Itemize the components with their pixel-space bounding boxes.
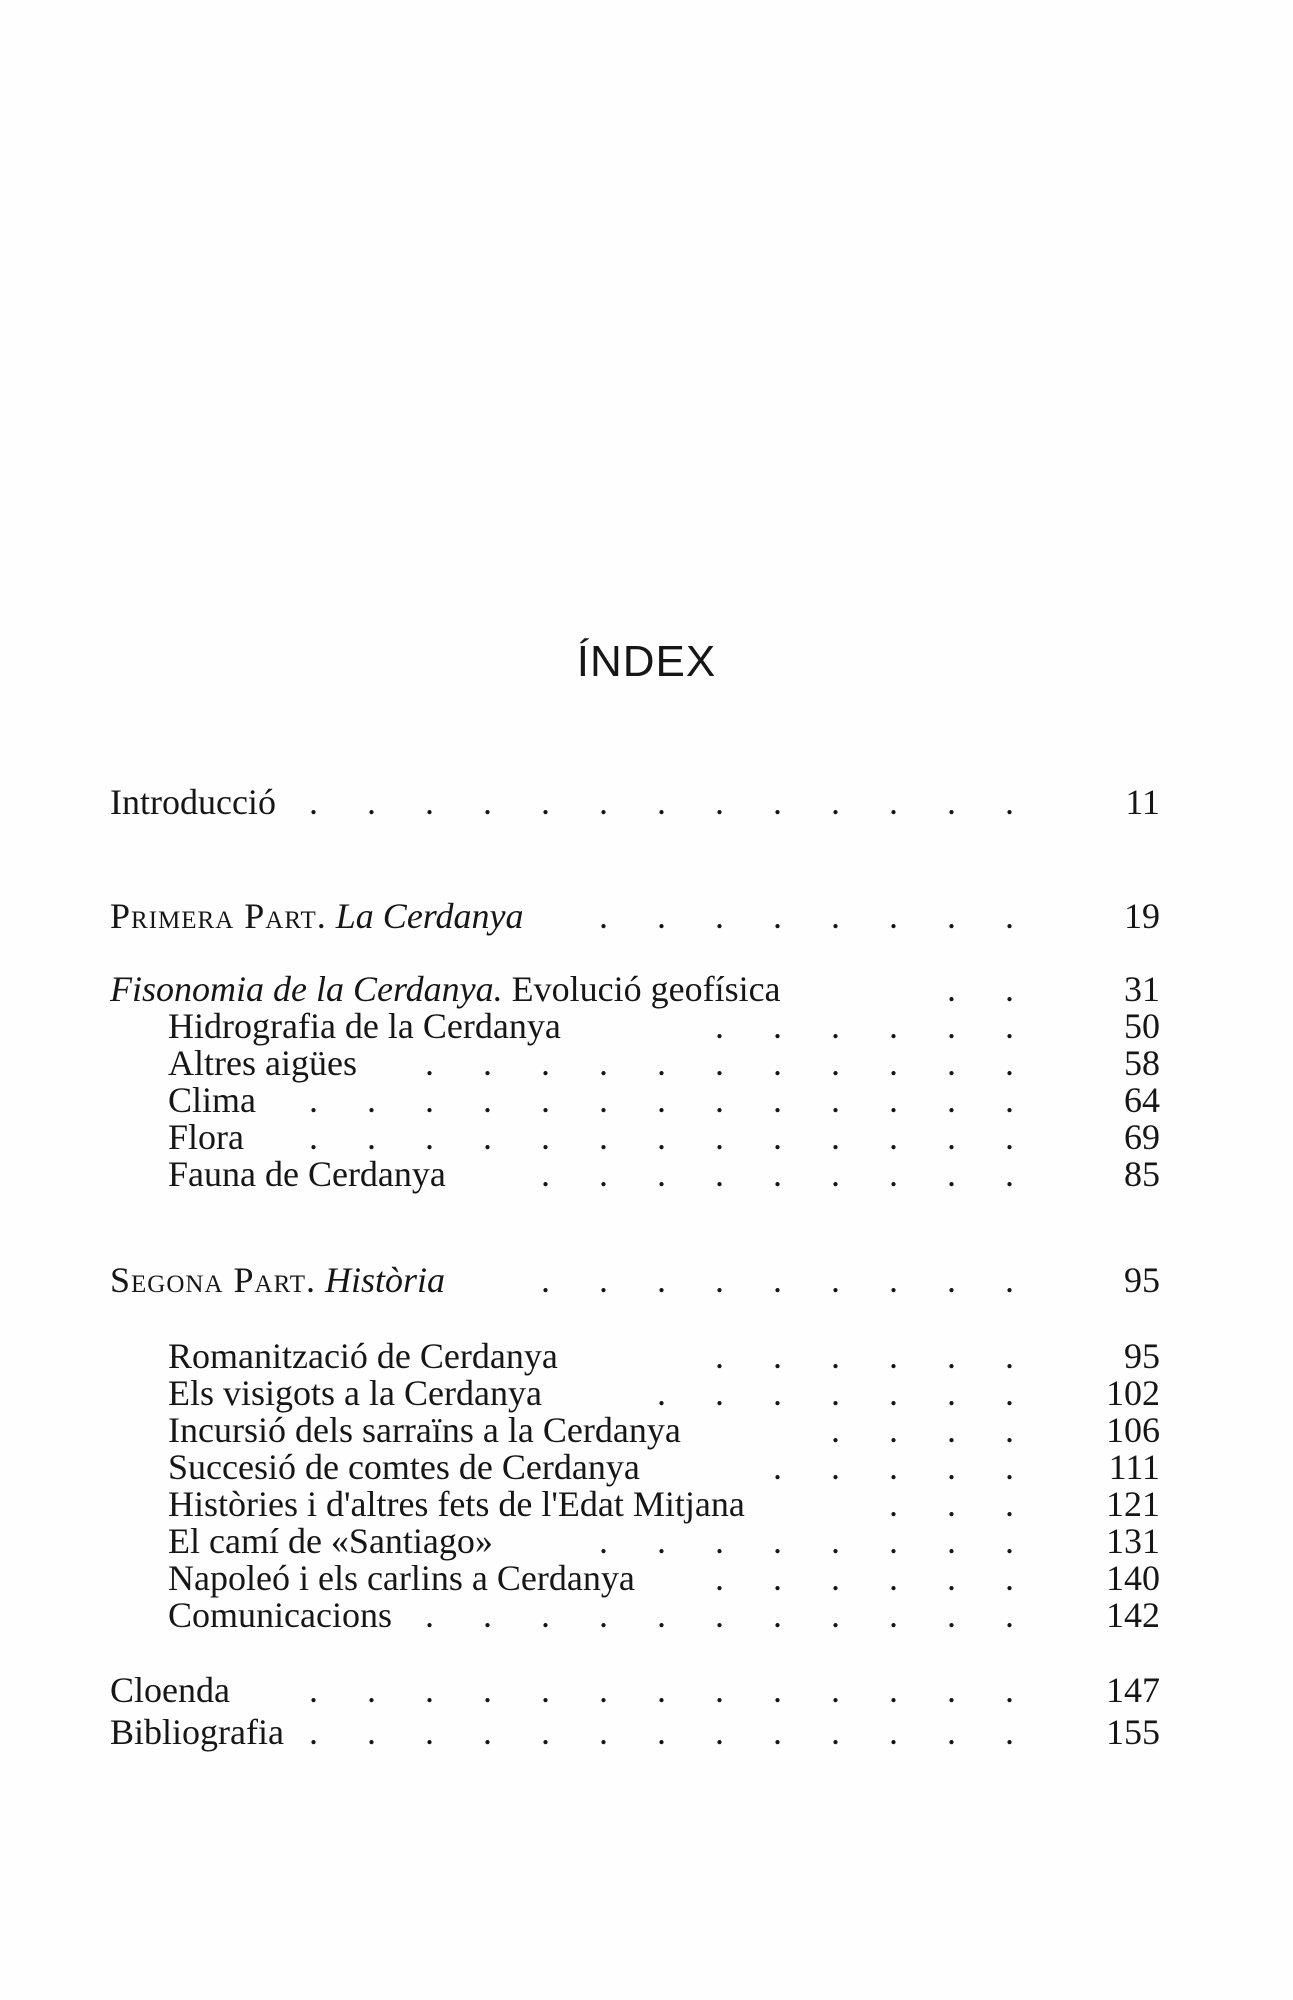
page-number: 58 bbox=[1124, 1043, 1160, 1083]
toc-label: Històries i d'altres fets de l'Edat Mitjana bbox=[168, 1484, 745, 1524]
toc-entry-cloenda[interactable] bbox=[110, 1670, 1160, 1710]
toc-entry-fauna[interactable] bbox=[110, 1154, 1160, 1194]
toc-entry-cami-santiago[interactable] bbox=[110, 1521, 1160, 1561]
dot-leader: . . . . . . bbox=[715, 1558, 1034, 1598]
toc-entry-napoleo[interactable] bbox=[110, 1558, 1160, 1598]
toc-entry-altres-aigues[interactable] bbox=[110, 1043, 1160, 1083]
toc-label: Succesió de comtes de Cerdanya bbox=[168, 1447, 640, 1487]
page-number: 147 bbox=[1106, 1670, 1160, 1710]
toc-entry-incursio[interactable] bbox=[110, 1410, 1160, 1450]
toc-entry-fisonomia[interactable] bbox=[110, 969, 1160, 1009]
toc-label: Els visigots a la Cerdanya bbox=[168, 1373, 542, 1413]
toc-entry-comunicacions[interactable] bbox=[110, 1595, 1160, 1635]
toc-label bbox=[110, 1260, 445, 1300]
toc-label: Flora bbox=[168, 1117, 244, 1157]
toc-entry-romanitzacio[interactable] bbox=[110, 1336, 1160, 1376]
dot-leader: . . . . . . . . . . . . . bbox=[309, 1080, 1034, 1120]
toc-label: Incursió dels sarraïns a la Cerdanya bbox=[168, 1410, 681, 1450]
page-number: 121 bbox=[1106, 1484, 1160, 1524]
page-number: 11 bbox=[1125, 782, 1160, 822]
part-title: La Cerdanya bbox=[335, 896, 524, 936]
toc-entry-primera-part[interactable] bbox=[110, 896, 1160, 936]
dot-leader: . . . . . . bbox=[715, 1006, 1034, 1046]
page-number: 111 bbox=[1108, 1447, 1160, 1487]
page-number: 50 bbox=[1124, 1006, 1160, 1046]
part-title: Història bbox=[325, 1260, 446, 1300]
toc-label: Introducció bbox=[110, 782, 276, 822]
dot-leader: . . bbox=[947, 969, 1034, 1009]
toc-entry-clima[interactable] bbox=[110, 1080, 1160, 1120]
dot-leader: . . . . . . . . . . . . . bbox=[309, 1712, 1034, 1752]
toc-label bbox=[110, 969, 781, 1009]
part-label: Primera Part. bbox=[110, 896, 327, 936]
toc-label: Clima bbox=[168, 1080, 256, 1120]
page-number: 95 bbox=[1124, 1336, 1160, 1376]
part-label: Segona Part. bbox=[110, 1260, 317, 1300]
toc-entry-introduccio[interactable] bbox=[110, 782, 1160, 822]
page-title: ÍNDEX bbox=[576, 637, 717, 686]
page-number: 131 bbox=[1106, 1521, 1160, 1561]
page-number: 95 bbox=[1124, 1260, 1160, 1300]
dot-leader: . . . . . . . . . . . . . bbox=[309, 1117, 1034, 1157]
toc-entry-flora[interactable] bbox=[110, 1117, 1160, 1157]
dot-leader: . . . . . bbox=[773, 1447, 1034, 1487]
toc-label: Hidrografia de la Cerdanya bbox=[168, 1006, 561, 1046]
dot-leader: . . . . . . . . bbox=[599, 1521, 1034, 1561]
dot-leader: . . . . . . . . . . . bbox=[425, 1043, 1034, 1083]
dot-leader: . . . . . . . . . bbox=[541, 1260, 1034, 1300]
page-number: 85 bbox=[1124, 1154, 1160, 1194]
toc-entry-bibliografia[interactable] bbox=[110, 1712, 1160, 1752]
dot-leader: . . . . . . . . . . . . . bbox=[309, 782, 1034, 822]
chapter-title-rest: Evolució geofísica bbox=[502, 969, 781, 1009]
page-number: 69 bbox=[1124, 1117, 1160, 1157]
dot-leader: . . . bbox=[889, 1484, 1034, 1524]
toc-label: Romanització de Cerdanya bbox=[168, 1336, 558, 1376]
dot-leader: . . . . . . bbox=[715, 1336, 1034, 1376]
toc-entry-segona-part[interactable] bbox=[110, 1260, 1160, 1300]
toc-label: Fauna de Cerdanya bbox=[168, 1154, 446, 1194]
toc-label: Cloenda bbox=[110, 1670, 230, 1710]
page-number: 140 bbox=[1106, 1558, 1160, 1598]
toc-label bbox=[110, 896, 523, 936]
dot-leader: . . . . bbox=[831, 1410, 1034, 1450]
page-number: 31 bbox=[1124, 969, 1160, 1009]
dot-leader: . . . . . . . . . . . . . bbox=[309, 1670, 1034, 1710]
toc-label: Bibliografia bbox=[110, 1712, 284, 1752]
toc-entry-hidrografia[interactable] bbox=[110, 1006, 1160, 1046]
dot-leader: . . . . . . . . . bbox=[541, 1154, 1034, 1194]
page-number: 64 bbox=[1124, 1080, 1160, 1120]
page-number: 142 bbox=[1106, 1595, 1160, 1635]
toc-label: Napoleó i els carlins a Cerdanya bbox=[168, 1558, 635, 1598]
toc-entry-succesio[interactable] bbox=[110, 1447, 1160, 1487]
toc-label: Altres aigües bbox=[168, 1043, 357, 1083]
toc-entry-visigots[interactable] bbox=[110, 1373, 1160, 1413]
dot-leader: . . . . . . . . . . . bbox=[425, 1595, 1034, 1635]
page-number: 102 bbox=[1106, 1373, 1160, 1413]
dot-leader: . . . . . . . . bbox=[599, 896, 1034, 936]
page-number: 106 bbox=[1106, 1410, 1160, 1450]
dot-leader: . . . . . . . bbox=[657, 1373, 1034, 1413]
page-number: 19 bbox=[1124, 896, 1160, 936]
chapter-title-italic: Fisonomia de la Cerdanya. bbox=[110, 969, 503, 1009]
page-number: 155 bbox=[1106, 1712, 1160, 1752]
toc-label: El camí de «Santiago» bbox=[168, 1521, 493, 1561]
toc-entry-histories[interactable] bbox=[110, 1484, 1160, 1524]
toc-label: Comunicacions bbox=[168, 1595, 392, 1635]
